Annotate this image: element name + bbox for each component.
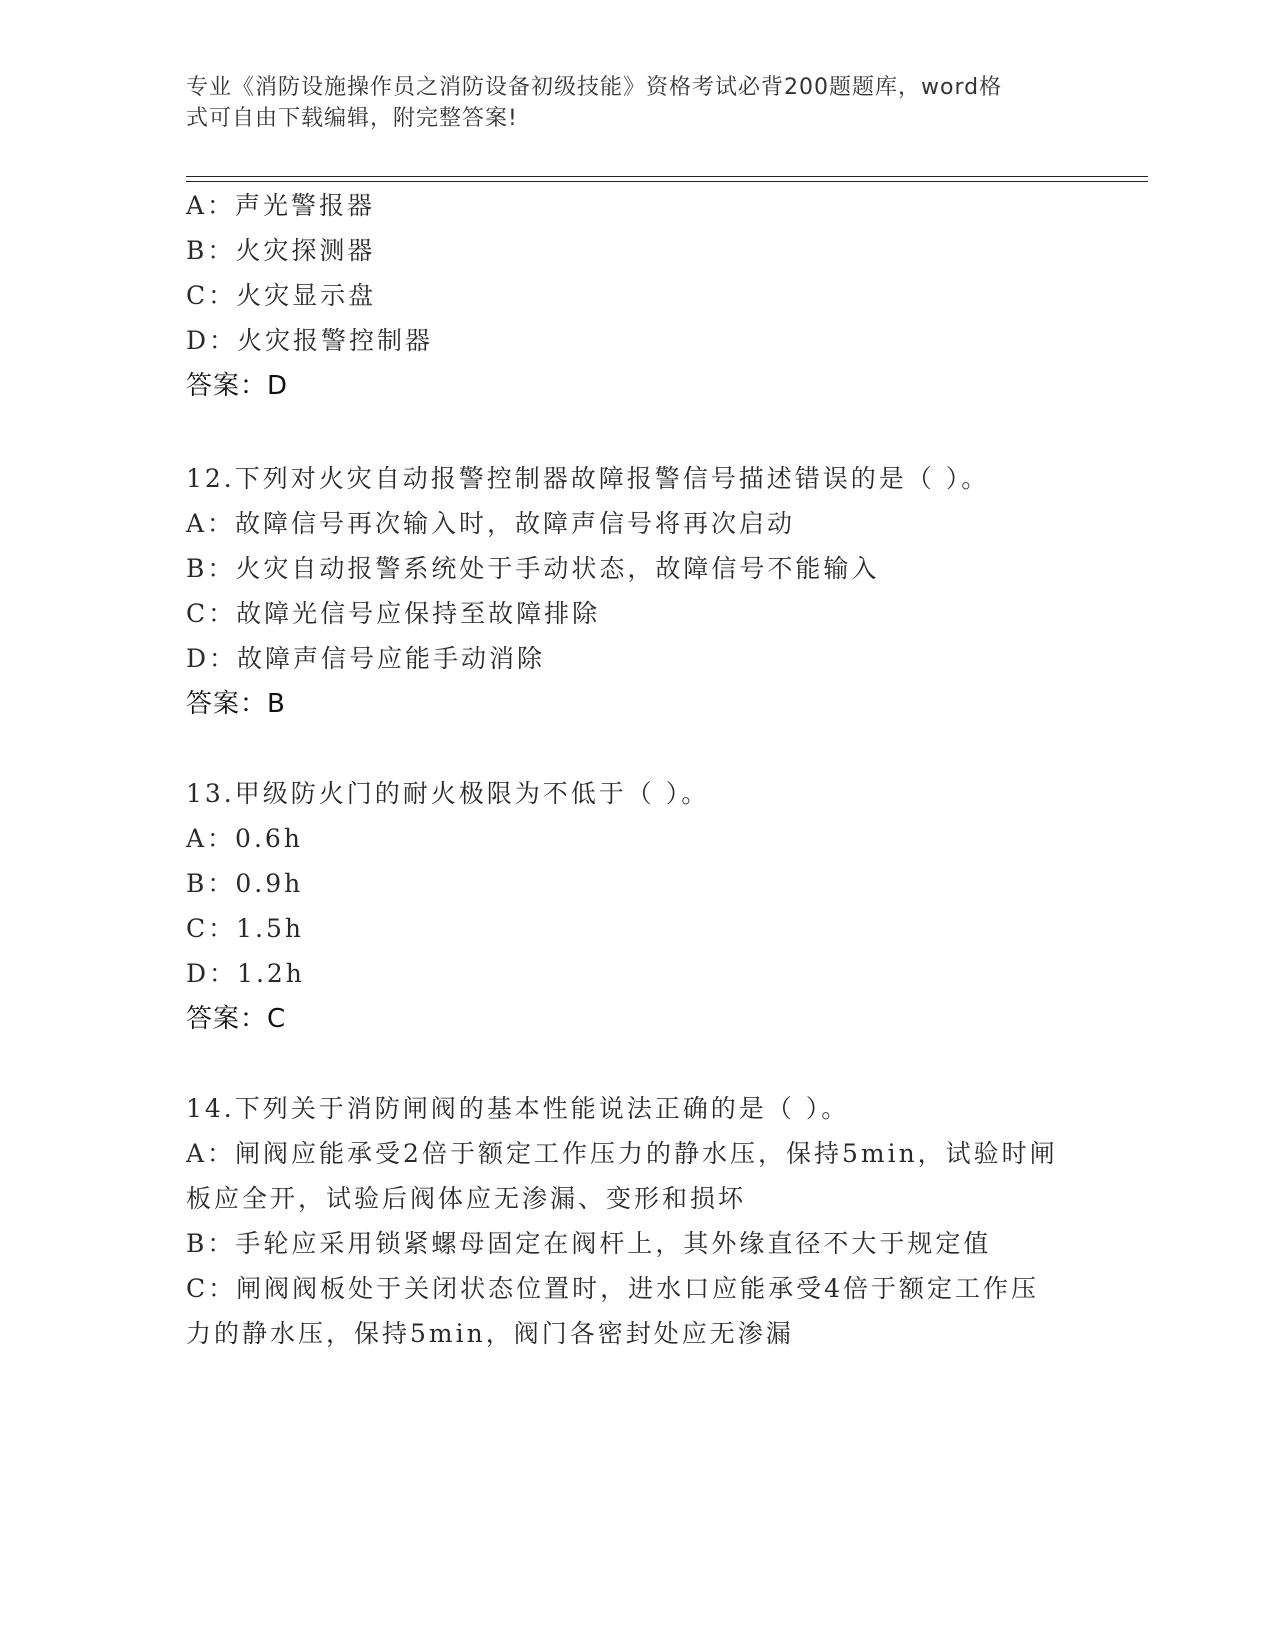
q13-option-b: B：0.9h xyxy=(186,869,304,898)
prev-option-b: B：火灾探测器 xyxy=(186,236,376,265)
q12-stem: 12.下列对火灾自动报警控制器故障报警信号描述错误的是（ ）。 xyxy=(186,464,990,493)
document-header xyxy=(186,72,1086,134)
q12-option-a: A：故障信号再次输入时，故障声信号将再次启动 xyxy=(186,509,796,538)
q14-option-b: B：手轮应采用锁紧螺母固定在阀杆上，其外缘直径不大于规定值 xyxy=(186,1229,992,1258)
q13-stem: 13.甲级防火门的耐火极限为不低于（ ）。 xyxy=(186,779,710,808)
q14-option-a-line-1: A：闸阀应能承受2倍于额定工作压力的静水压，保持5min，试验时闸 xyxy=(186,1139,1058,1168)
prev-option-c: C：火灾显示盘 xyxy=(186,281,377,310)
q14-option-c-line-1: C：闸阀阀板处于关闭状态位置时，进水口应能承受4倍于额定工作压 xyxy=(186,1274,1040,1303)
q14-option-a-line-2: 板应全开，试验后阀体应无渗漏、变形和损坏 xyxy=(186,1184,747,1213)
q12-option-d: D：故障声信号应能手动消除 xyxy=(186,644,546,673)
q14-option-c-line-2: 力的静水压，保持5min，阀门各密封处应无渗漏 xyxy=(186,1319,794,1348)
q13-answer: 答案：C xyxy=(186,1004,287,1034)
header-line-1: 专业《消防设施操作员之消防设备初级技能》资格考试必背200题题库，word格 xyxy=(186,75,1003,100)
q12-option-b: B：火灾自动报警系统处于手动状态，故障信号不能输入 xyxy=(186,554,880,583)
q13-option-a: A：0.6h xyxy=(186,824,303,853)
header-divider-bottom xyxy=(186,181,1148,182)
q13-option-c: C：1.5h xyxy=(186,914,304,943)
prev-option-a: A：声光警报器 xyxy=(186,191,376,220)
header-divider-top xyxy=(186,176,1148,177)
q12-answer: 答案：B xyxy=(186,689,286,719)
prev-option-d: D：火灾报警控制器 xyxy=(186,326,434,355)
q12-option-c: C：故障光信号应保持至故障排除 xyxy=(186,599,601,628)
prev-answer: 答案：D xyxy=(186,371,289,401)
q13-option-d: D：1.2h xyxy=(186,959,305,988)
q14-stem: 14.下列关于消防闸阀的基本性能说法正确的是（ ）。 xyxy=(186,1094,850,1123)
header-line-2: 式可自由下载编辑，附完整答案! xyxy=(186,106,518,131)
